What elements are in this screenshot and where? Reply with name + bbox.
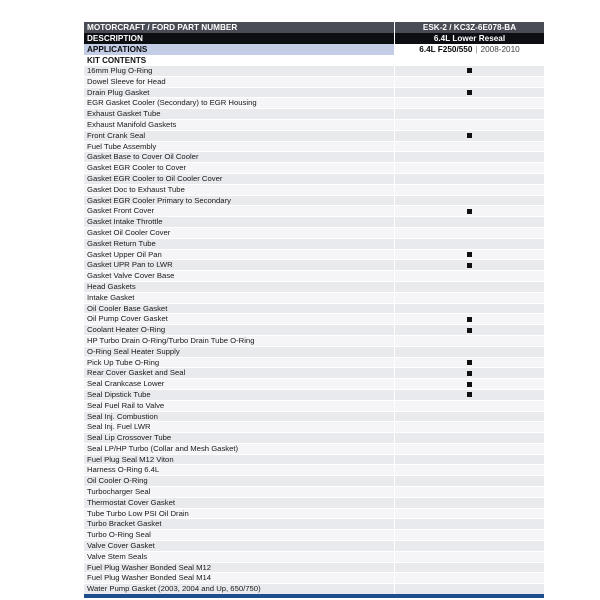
- kit-item-included-cell: [394, 142, 544, 152]
- kit-item-label: Rear Cover Gasket and Seal: [87, 368, 186, 378]
- kit-item-included-cell: [394, 465, 544, 475]
- kit-item-included-cell: [394, 304, 544, 314]
- kit-item-row: [84, 573, 544, 584]
- kit-item-row: [84, 239, 544, 250]
- kit-item-row: [84, 519, 544, 530]
- kit-item-included-cell: [394, 412, 544, 422]
- kit-item-included-cell: [394, 185, 544, 195]
- kit-item-label: Seal Fuel Rail to Valve: [87, 400, 165, 410]
- kit-item-label: Drain Plug Gasket: [87, 87, 150, 97]
- kit-item-row: [84, 347, 544, 358]
- kit-item-label: Oil Cooler O-Ring: [87, 476, 148, 486]
- kit-item-row: [84, 77, 544, 88]
- kit-item-row: [84, 379, 544, 390]
- applications-engine: 6.4L F250/550: [419, 45, 473, 54]
- kit-item-label: EGR Gasket Cooler (Secondary) to EGR Housing: [87, 98, 257, 108]
- description-label: DESCRIPTION: [84, 33, 394, 44]
- description-row: [84, 33, 544, 44]
- kit-item-row: [84, 250, 544, 261]
- kit-contents-list: [84, 66, 544, 595]
- included-square-icon: [467, 263, 472, 268]
- kit-item-included-cell: [394, 433, 544, 443]
- kit-contents-heading: KIT CONTENTS: [84, 55, 544, 66]
- kit-item-row: [84, 465, 544, 476]
- kit-item-included-cell: [394, 206, 544, 216]
- included-square-icon: [467, 90, 472, 95]
- kit-item-row: [84, 401, 544, 412]
- kit-item-included-cell: [394, 358, 544, 368]
- kit-item-row: [84, 228, 544, 239]
- kit-item-row: [84, 541, 544, 552]
- included-square-icon: [467, 392, 472, 397]
- kit-item-included-cell: [394, 336, 544, 346]
- kit-item-row: [84, 163, 544, 174]
- kit-item-included-cell: [394, 325, 544, 335]
- kit-item-included-cell: [394, 196, 544, 206]
- kit-item-label: Front Crank Seal: [87, 130, 146, 140]
- kit-item-included-cell: [394, 379, 544, 389]
- kit-item-label: Gasket Intake Throttle: [87, 217, 163, 227]
- kit-item-row: [84, 120, 544, 131]
- kit-item-included-cell: [394, 152, 544, 162]
- kit-item-included-cell: [394, 120, 544, 130]
- applications-row: [84, 44, 544, 55]
- kit-item-row: [84, 314, 544, 325]
- kit-item-row: [84, 476, 544, 487]
- kit-item-label: Fuel Plug Washer Bonded Seal M12: [87, 562, 212, 572]
- kit-item-included-cell: [394, 217, 544, 227]
- kit-item-label: Harness O-Ring 6.4L: [87, 465, 160, 475]
- kit-item-row: [84, 206, 544, 217]
- kit-item-included-cell: [394, 401, 544, 411]
- kit-item-included-cell: [394, 519, 544, 529]
- kit-item-label: Gasket Upper Oil Pan: [87, 249, 162, 259]
- kit-item-label: Gasket Return Tube: [87, 238, 156, 248]
- kit-item-label: Seal Crankcase Lower: [87, 379, 165, 389]
- kit-item-label: Turbo Bracket Gasket: [87, 519, 162, 529]
- kit-item-included-cell: [394, 250, 544, 260]
- kit-item-included-cell: [394, 66, 544, 76]
- kit-item-row: [84, 498, 544, 509]
- kit-item-included-cell: [394, 498, 544, 508]
- kit-item-label: O-Ring Seal Heater Supply: [87, 346, 180, 356]
- kit-item-label: Seal LP/HP Turbo (Collar and Mesh Gasket): [87, 443, 239, 453]
- description-value: 6.4L Lower Reseal: [394, 33, 544, 44]
- kit-item-label: Valve Cover Gasket: [87, 541, 155, 551]
- kit-item-label: Coolant Heater O-Ring: [87, 325, 166, 335]
- kit-item-label: Exhaust Manifold Gaskets: [87, 119, 177, 129]
- kit-item-row: [84, 325, 544, 336]
- kit-item-included-cell: [394, 88, 544, 98]
- kit-contents-sheet: [84, 22, 544, 594]
- kit-item-row: [84, 131, 544, 142]
- part-number-row: [84, 22, 544, 33]
- applications-years: 2008-2010: [480, 45, 520, 54]
- kit-item-row: [84, 336, 544, 347]
- kit-item-row: [84, 293, 544, 304]
- applications-separator: |: [475, 45, 478, 54]
- kit-item-label: Pick Up Tube O-Ring: [87, 357, 160, 367]
- kit-item-label: Oil Pump Cover Gasket: [87, 314, 168, 324]
- kit-item-included-cell: [394, 347, 544, 357]
- kit-item-included-cell: [394, 455, 544, 465]
- included-square-icon: [467, 68, 472, 73]
- kit-item-included-cell: [394, 174, 544, 184]
- kit-item-row: [84, 368, 544, 379]
- kit-item-row: [84, 433, 544, 444]
- applications-value: [394, 44, 544, 55]
- kit-item-row: [84, 260, 544, 271]
- kit-item-included-cell: [394, 293, 544, 303]
- kit-item-label: Fuel Plug Washer Bonded Seal M14: [87, 573, 212, 583]
- kit-item-included-cell: [394, 260, 544, 270]
- applications-label: APPLICATIONS: [84, 44, 394, 55]
- kit-item-row: [84, 358, 544, 369]
- kit-item-row: [84, 152, 544, 163]
- kit-item-label: 16mm Plug O-Ring: [87, 66, 153, 75]
- included-square-icon: [467, 382, 472, 387]
- kit-item-label: Turbo O-Ring Seal: [87, 530, 151, 540]
- kit-item-included-cell: [394, 487, 544, 497]
- kit-item-included-cell: [394, 109, 544, 119]
- kit-item-label: Gasket EGR Cooler to Oil Cooler Cover: [87, 173, 223, 183]
- kit-item-label: Gasket Oil Cooler Cover: [87, 227, 171, 237]
- kit-item-row: [84, 185, 544, 196]
- kit-item-row: [84, 455, 544, 466]
- kit-item-label: Tube Turbo Low PSI Oil Drain: [87, 508, 189, 518]
- kit-item-included-cell: [394, 509, 544, 519]
- kit-item-label: Seal Dipstick Tube: [87, 389, 151, 399]
- kit-item-label: Exhaust Gasket Tube: [87, 109, 161, 119]
- kit-item-label: HP Turbo Drain O-Ring/Turbo Drain Tube O-Ring: [87, 335, 255, 345]
- kit-item-included-cell: [394, 552, 544, 562]
- kit-item-included-cell: [394, 573, 544, 583]
- kit-item-row: [84, 304, 544, 315]
- bottom-accent-bar: [84, 594, 544, 598]
- kit-item-label: Gasket Valve Cover Base: [87, 271, 175, 281]
- kit-item-row: [84, 509, 544, 520]
- kit-item-included-cell: [394, 228, 544, 238]
- kit-item-row: [84, 196, 544, 207]
- kit-item-row: [84, 109, 544, 120]
- kit-item-included-cell: [394, 368, 544, 378]
- included-square-icon: [467, 133, 472, 138]
- kit-item-label: Intake Gasket: [87, 292, 135, 302]
- kit-item-label: Oil Cooler Base Gasket: [87, 303, 168, 313]
- kit-item-row: [84, 422, 544, 433]
- kit-item-label: Seal Inj. Combustion: [87, 411, 158, 421]
- kit-item-label: Seal Inj. Fuel LWR: [87, 422, 151, 432]
- kit-item-included-cell: [394, 444, 544, 454]
- kit-item-row: [84, 174, 544, 185]
- kit-item-included-cell: [394, 131, 544, 141]
- kit-item-included-cell: [394, 271, 544, 281]
- kit-item-included-cell: [394, 314, 544, 324]
- kit-item-included-cell: [394, 530, 544, 540]
- included-square-icon: [467, 209, 472, 214]
- part-number-label: MOTORCRAFT / FORD PART NUMBER: [84, 22, 394, 33]
- kit-item-included-cell: [394, 390, 544, 400]
- kit-item-label: Gasket EGR Cooler to Cover: [87, 163, 187, 173]
- included-square-icon: [467, 328, 472, 333]
- kit-item-included-cell: [394, 98, 544, 108]
- included-square-icon: [467, 360, 472, 365]
- kit-item-row: [84, 444, 544, 455]
- kit-item-label: Seal Lip Crossover Tube: [87, 433, 172, 443]
- kit-item-row: [84, 487, 544, 498]
- kit-item-label: Valve Stem Seals: [87, 551, 148, 561]
- included-square-icon: [467, 371, 472, 376]
- kit-item-label: Turbocharger Seal: [87, 487, 151, 497]
- kit-item-label: Gasket EGR Cooler Primary to Secondary: [87, 195, 231, 205]
- kit-item-included-cell: [394, 239, 544, 249]
- kit-item-row: [84, 98, 544, 109]
- included-square-icon: [467, 317, 472, 322]
- kit-item-included-cell: [394, 584, 544, 594]
- kit-item-label: Fuel Plug Seal M12 Viton: [87, 454, 174, 464]
- kit-item-label: Water Pump Gasket (2003, 2004 and Up, 650/750): [87, 584, 261, 594]
- kit-item-included-cell: [394, 77, 544, 87]
- kit-item-row: [84, 66, 544, 77]
- kit-item-label: Thermostat Cover Gasket: [87, 497, 176, 507]
- kit-item-label: Gasket Front Cover: [87, 206, 155, 216]
- kit-item-label: Head Gaskets: [87, 281, 136, 291]
- part-number-value: ESK-2 / KC3Z-6E078-BA: [394, 22, 544, 33]
- kit-item-row: [84, 412, 544, 423]
- kit-item-row: [84, 282, 544, 293]
- kit-item-row: [84, 271, 544, 282]
- kit-item-label: Gasket Base to Cover Oil Cooler: [87, 152, 199, 162]
- kit-item-included-cell: [394, 282, 544, 292]
- kit-item-row: [84, 142, 544, 153]
- kit-item-label: Fuel Tube Assembly: [87, 141, 157, 151]
- kit-item-label: Gasket Doc to Exhaust Tube: [87, 184, 185, 194]
- kit-item-row: [84, 530, 544, 541]
- kit-item-label: Dowel Sleeve for Head: [87, 76, 166, 86]
- kit-item-included-cell: [394, 541, 544, 551]
- kit-item-row: [84, 563, 544, 574]
- kit-item-included-cell: [394, 163, 544, 173]
- kit-item-row: [84, 390, 544, 401]
- kit-item-row: [84, 552, 544, 563]
- kit-item-included-cell: [394, 563, 544, 573]
- included-square-icon: [467, 252, 472, 257]
- kit-item-label: Gasket UPR Pan to LWR: [87, 260, 173, 270]
- kit-item-included-cell: [394, 476, 544, 486]
- kit-item-row: [84, 88, 544, 99]
- kit-item-included-cell: [394, 422, 544, 432]
- kit-item-row: [84, 217, 544, 228]
